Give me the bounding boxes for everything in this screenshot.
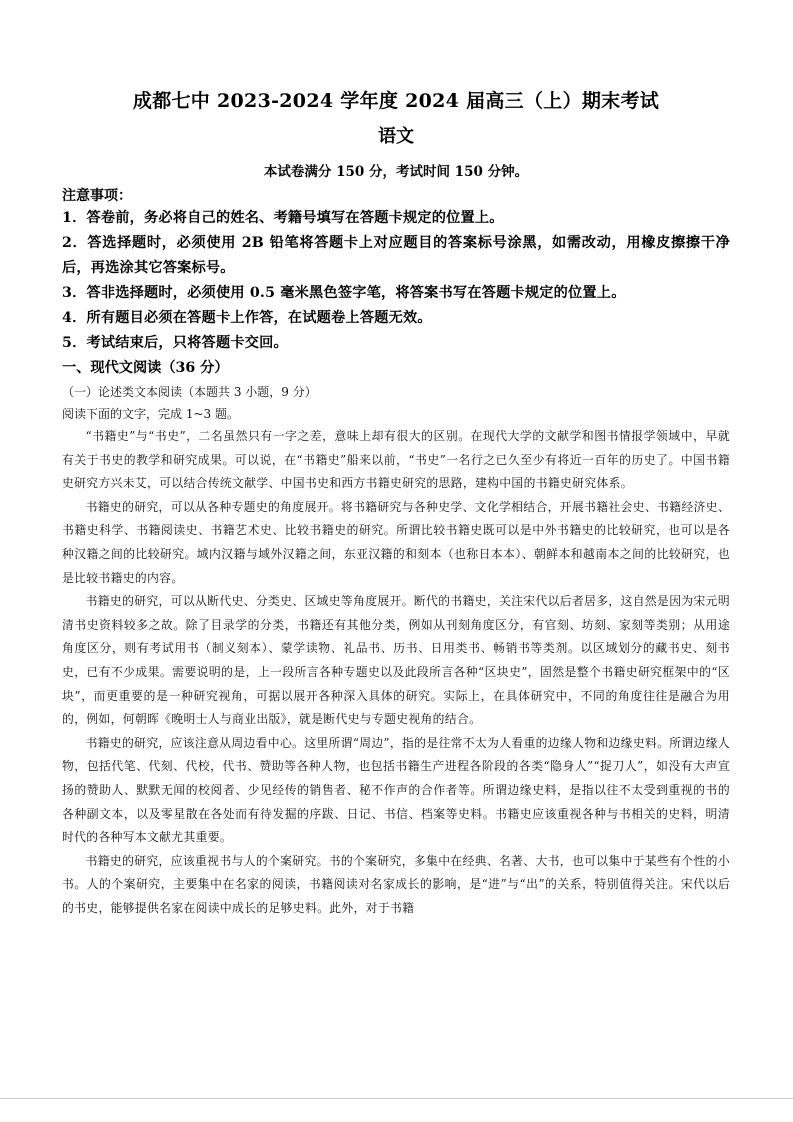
note-item-2: 2．答选择题时，必须使用 2B 铅笔将答题卡上对应题目的答案标号涂黑，如需改动，用橡皮擦擦干净后，再选涂其它答案标号。 <box>62 235 730 276</box>
subsection-heading: （一）论述类文本阅读（本题共 3 小题，9 分） <box>62 385 317 399</box>
passage-paragraph-5: 书籍史的研究，应该重视书与人的个案研究。书的个案研究，多集中在经典、名著、大书，也可以集中于某些有个性的小书。人的个案研究，主要集中在名家的阅读，书籍阅读对名家成长的影响，是“进”与“出”的关系，特别值得关注。宋代以后的书史，能够提供名家在阅读中成长的足够史料。此外，对于书籍 <box>62 853 730 915</box>
score-time-line: 本试卷满分 150 分，考试时间 150 分钟。 <box>263 164 529 180</box>
exam-title: 成都七中 2023-2024 学年度 2024 届高三（上）期末考试 <box>132 90 660 112</box>
note-item-3: 3．答非选择题时，必须使用 0.5 毫米黑色签字笔，将答案书写在答题卡规定的位置上。 <box>62 285 626 301</box>
passage-paragraph-2: 书籍史的研究，可以从各种专题史的角度展开。将书籍研究与各种史学、文化学相结合，开展书籍社会史、书籍经济史、书籍史科学、书籍阅读史、书籍艺术史、比较书籍史的研究。所谓比较书籍史既可以是中外书籍史的比较研究，也可以是各种汉籍之间的比较研究。域内汉籍与域外汉籍之间，东亚汉籍的和刻本（也称日本本）、朝鲜本和越南本之间的比较研究，也是比较书籍史的内容。 <box>62 499 730 585</box>
page-bottom-divider <box>0 1098 793 1099</box>
note-item-5: 5．考试结束后，只将答题卡交回。 <box>62 335 288 351</box>
passage-paragraph-4: 书籍史的研究，应该注意从周边看中心。这里所谓“周边”，指的是往常不太为人看重的边缘人物和边缘史料。所谓边缘人物，包括代笔、代刻、代校，代书、赞助等各种人物，也包括书籍生产进程各阶段的各类“隐身人”“捉刀人”，如没有大声宣扬的赞助人、默默无闻的校阅者、少见经传的销售者、秘不作声的合作者等。所谓边缘史料，是指以往不太受到重视的书的各种副文本，以及零星散在各处而有待发掘的序跋、日记、书信、档案等史料。书籍史应该重视各种与书相关的史料，明清时代的各种写本文献尤其重要。 <box>62 735 730 845</box>
notes-heading: 注意事项： <box>62 188 132 204</box>
passage-paragraph-1: “书籍史”与“书史”，二名虽然只有一字之差，意味上却有很大的区别。在现代大学的文献学和图书情报学领域中，早就有关于书史的教学和研究成果。可以说，在“书籍史”船来以前，“书史”一名行之已久至少有将近一百年的历史了。中国书籍史研究方兴未艾，可以结合传统文献学、中国书史和西方书籍史研究的思路，建构中国的书籍史研究体系。 <box>62 429 730 491</box>
exam-page <box>62 88 730 920</box>
reading-instruction: 阅读下面的文字，完成 1~3 题。 <box>62 407 239 421</box>
passage-paragraph-3: 书籍史的研究，可以从断代史、分类史、区域史等角度展开。断代的书籍史，关注宋代以后者居多，这自然是因为宋元明清书史资料较多之故。除了目录学的分类，书籍还有其他分类，例如从刊刻角度区分，有官刻、坊刻、家刻等类别；从用途角度区分，则有考试用书（制义刻本）、蒙学读物、礼品书、历书、日用类书、畅销书等类剂。以区域划分的藏书史、刻书史，已有不少成果。需要说明的是，上一段所言各种专题史以及此段所言各种“区块史”，固然是整个书籍史研究框架中的“区块”，而更重要的是一种研究视角，可据以展开各种深入具体的研究。实际上，在具体研究中，不同的角度往往是融合为用的，例如，何朝晖《晚明士人与商业出版》，就是断代史与专题史视角的结合。 <box>62 594 730 727</box>
section-heading: 一、现代文阅读（36 分） <box>62 360 229 376</box>
exam-subject: 语文 <box>378 126 414 147</box>
note-item-4: 4．所有题目必须在答题卡上作答，在试题卷上答题无效。 <box>62 310 432 326</box>
note-item-1: 1．答卷前，务必将自己的姓名、考籍号填写在答题卡规定的位置上。 <box>62 210 504 226</box>
